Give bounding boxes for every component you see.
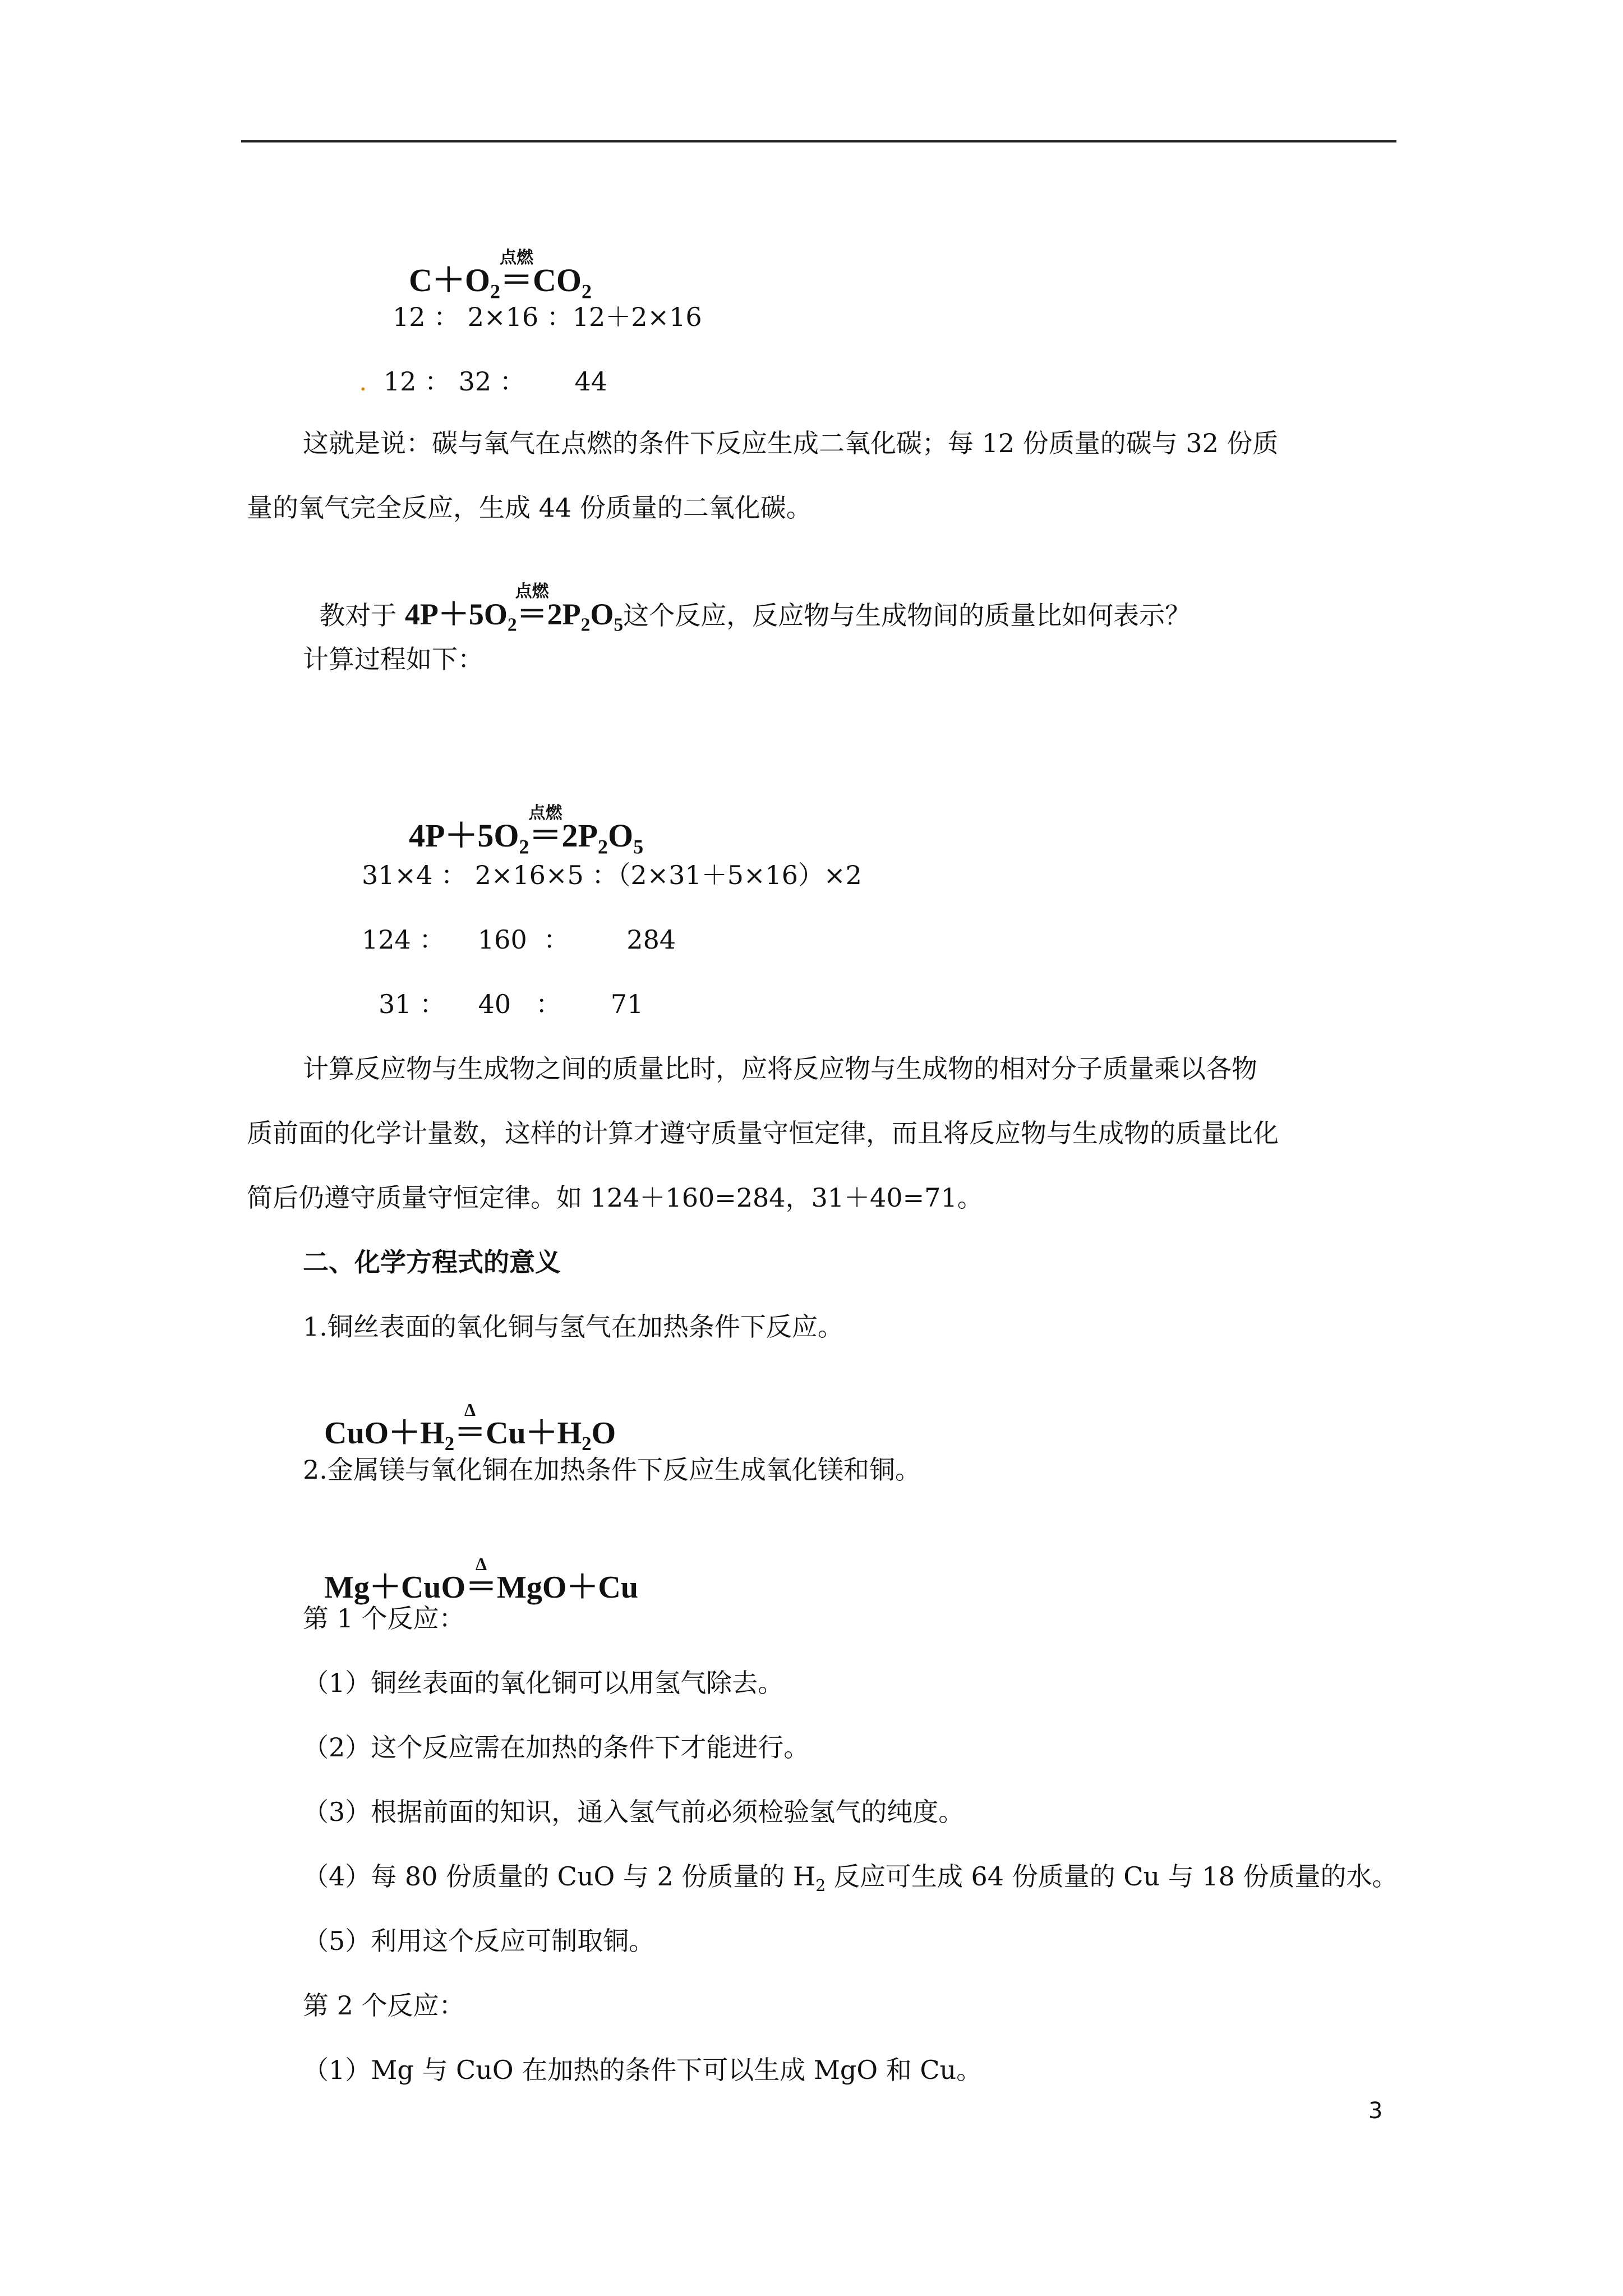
- calc-title: 计算过程如下：: [303, 644, 483, 674]
- section-heading: 二、化学方程式的意义: [303, 1247, 561, 1277]
- list-item: （4）每 80 份质量的 CuO 与 2 份质量的 $H_2$ 反应可生成 64 份质量的 Cu 与 18 份质量的水。: [303, 1861, 1398, 1895]
- ratio-row: 31×4 ： 2×16×5 ：（2×31＋5×16）×2: [362, 860, 862, 890]
- paragraph-line: 计算反应物与生成物之间的质量比时，应将反应物与生成物的相对分子质量乘以各物: [303, 1053, 1257, 1084]
- paragraph-line: 量的氧气完全反应，生成 44 份质量的二氧化碳。: [247, 493, 812, 523]
- list-item: （5）利用这个反应可制取铜。: [303, 1926, 655, 1956]
- equation-cuo-h2: $CuO+H_2$ Δ $=Cu+H_2O$: [324, 1400, 616, 1455]
- paragraph-line: 质前面的化学计量数，这样的计算才遵守质量守恒定律，而且将反应物与生成物的质量比化: [247, 1118, 1279, 1148]
- reaction-condition: 点燃 ＝: [500, 249, 533, 298]
- list-item: 1.铜丝表面的氧化铜与氢气在加热条件下反应。: [303, 1312, 843, 1342]
- list-item: 2.金属镁与氧化铜在加热条件下反应生成氧化镁和铜。: [303, 1455, 921, 1485]
- list-item: （1）铜丝表面的氧化铜可以用氢气除去。: [303, 1668, 784, 1698]
- list-item: （3）根据前面的知识，通入氢气前必须检验氢气的纯度。: [303, 1797, 965, 1827]
- ratio-row: 124 ： 160 ： 284: [362, 924, 676, 955]
- ratio-row: 31 ： 40 ： 71: [379, 989, 644, 1019]
- reaction-title: 第 2 个反应：: [303, 1990, 465, 2021]
- list-item: （1）Mg 与 CuO 在加热的条件下可以生成 MgO 和 Cu。: [303, 2055, 983, 2085]
- reaction-title: 第 1 个反应：: [303, 1603, 465, 1634]
- ratio-row: 12 ： 2×16 ：12＋2×16: [393, 302, 702, 332]
- equation-phosphorus-oxygen: $4P+5O_2$ 点燃 $=2P_2O_5$: [409, 804, 644, 858]
- question-line: 教对于 $4P+5O_2$ 点燃 $=2P_2O_5$这个反应，反应物与生成物间的质量比如何表示？: [319, 582, 1191, 636]
- ratio-row: . 12 ： 32 ： 44: [359, 366, 608, 397]
- paragraph-line: 这就是说：碳与氧气在点燃的条件下反应生成二氧化碳；每 12 份质量的碳与 32 份质: [303, 428, 1279, 458]
- list-item: （2）这个反应需在加热的条件下才能进行。: [303, 1732, 810, 1763]
- header-rule: [241, 140, 1396, 142]
- equation-mg-cuo: Mg＋CuO Δ ＝MgO＋Cu: [324, 1554, 638, 1605]
- paragraph-line: 简后仍遵守质量守恒定律。如 124＋160=284，31＋40=71。: [247, 1182, 983, 1213]
- page-number: 3: [1368, 2098, 1383, 2124]
- equation-carbon-oxygen: $C+O_2$ 点燃 $=CO_2$: [409, 249, 592, 303]
